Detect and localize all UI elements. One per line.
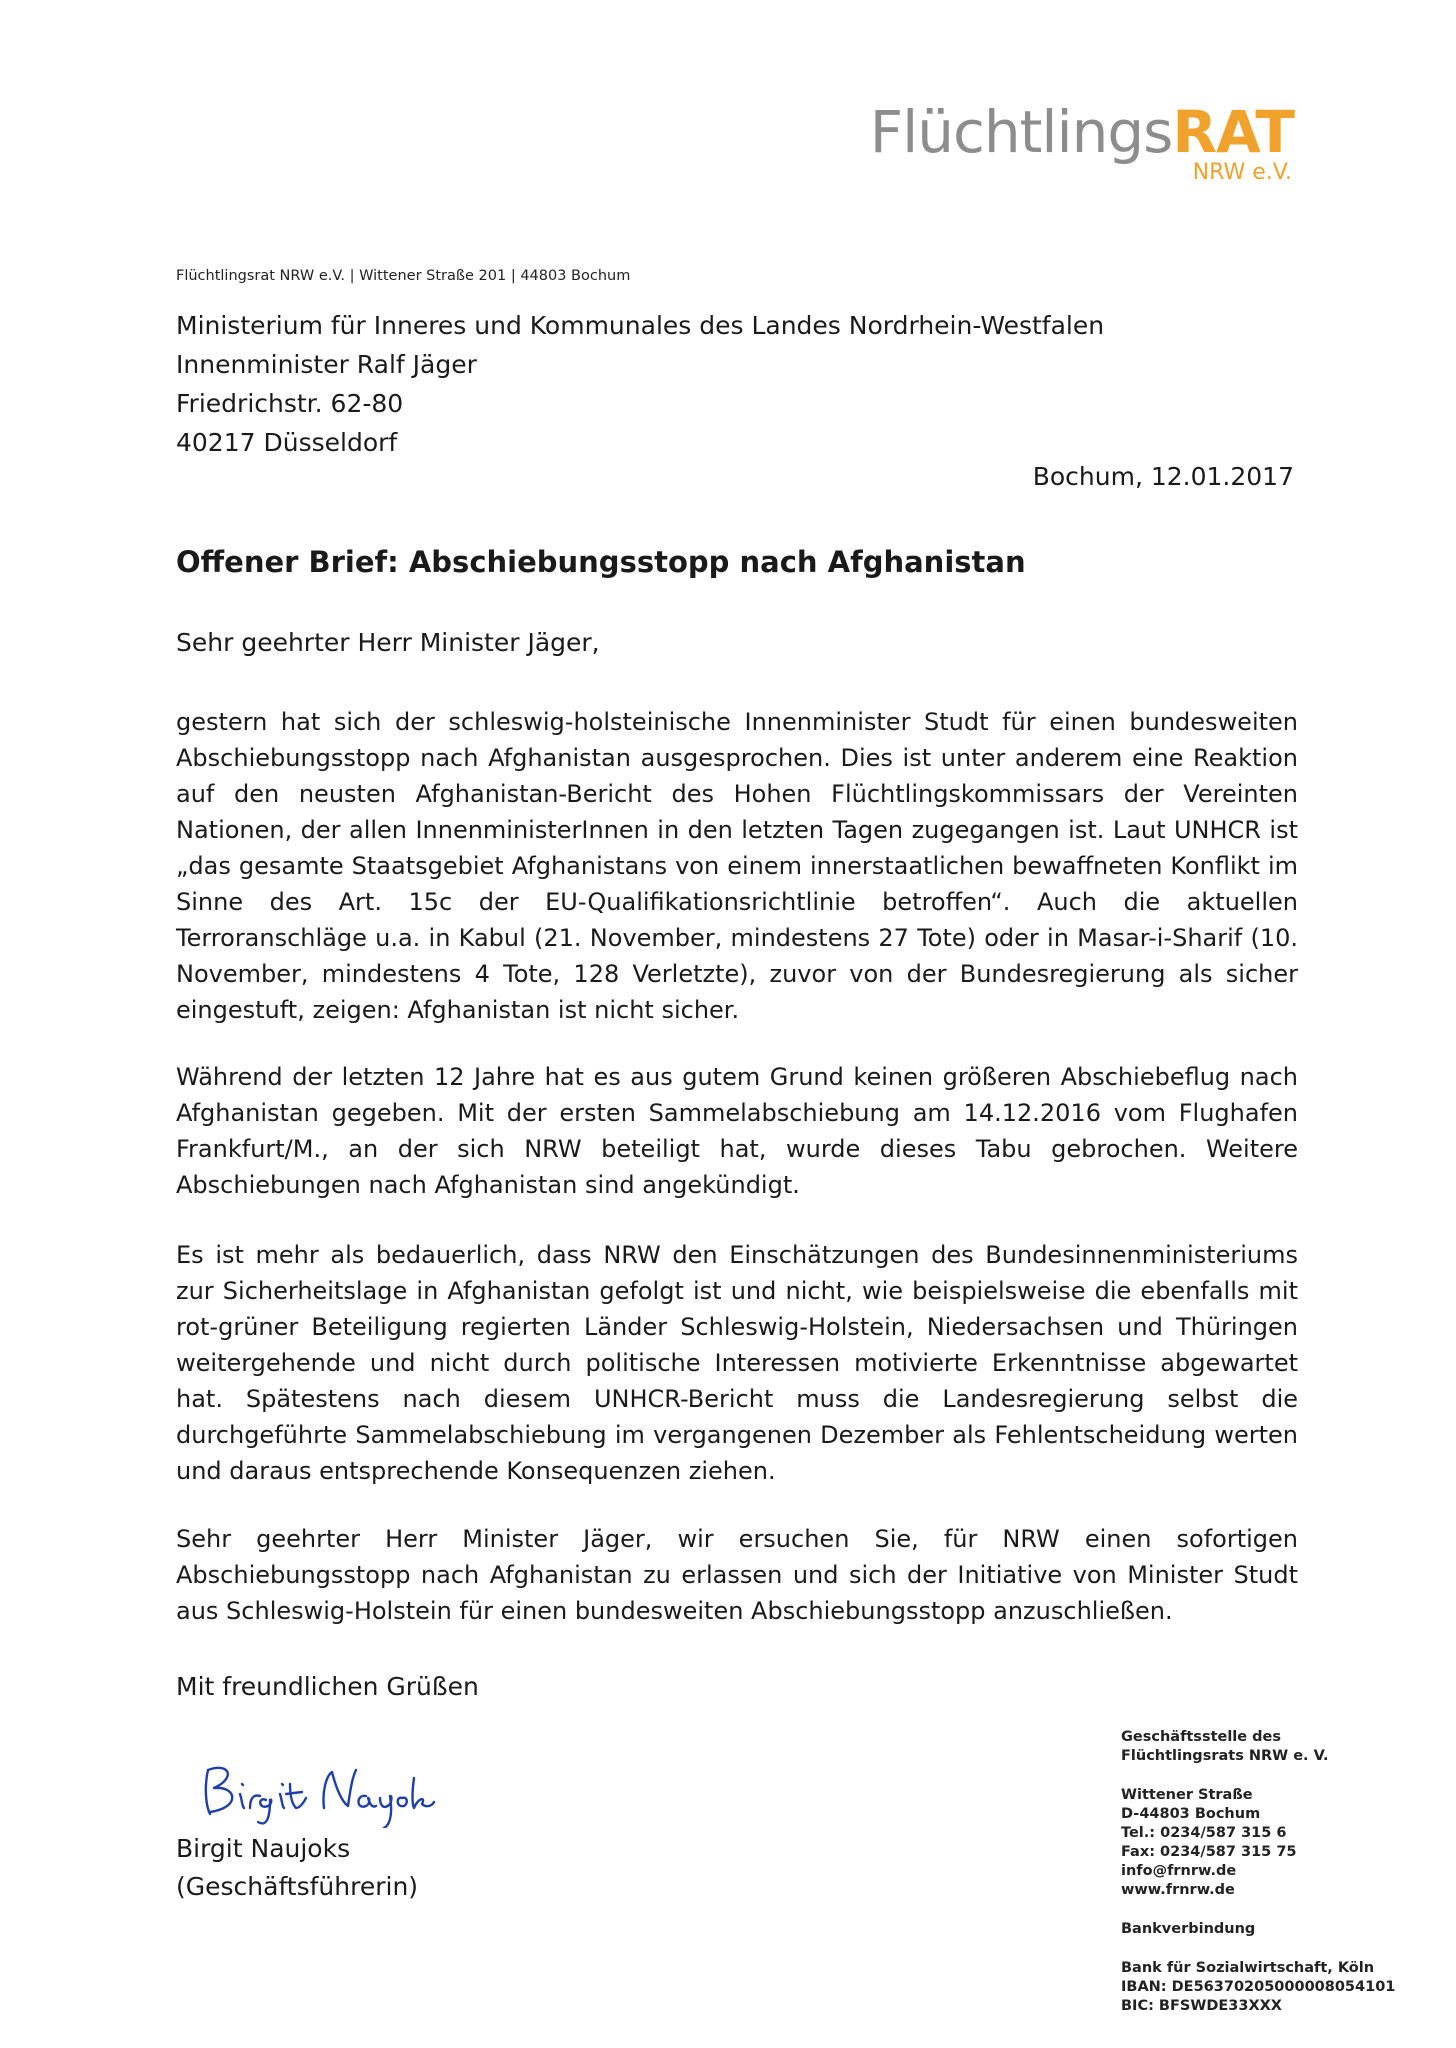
recipient-line: Innenminister Ralf Jäger — [176, 350, 477, 379]
address-block — [1121, 1786, 1395, 1900]
paragraph-text: Während der letzten 12 Jahre hat es aus gutem Grund keinen größeren Abschiebeflug nach Afghanistan gegeben. Mit der ersten Sammelabschiebung am 14.12.2016 vom Flughafen Frankfurt/M., an der sich NRW beteiligt hat, wurde dieses Tabu gebrochen. Weitere Abschiebungen nach Afghanistan sind angekündigt. — [176, 1063, 1298, 1199]
organization-logo — [734, 100, 1294, 186]
sidebar-line: Tel.: 0234/587 315 6 — [1121, 1825, 1287, 1841]
body-paragraph — [176, 1237, 1298, 1489]
salutation: Sehr geehrter Herr Minister Jäger, — [176, 628, 600, 657]
paragraph-text: Es ist mehr als bedauerlich, dass NRW den Einschätzungen des Bundesinnenministeriums zur Sicherheitslage in Afghanistan gefolgt ist und nicht, wie beispielsweise die ebenfalls mit rot-grüner Beteiligung regierten Länder Schleswig-Holstein, Niedersachsen und Thüringen weitergehende und nicht durch politische Interessen motivierte Erkenntnisse abgewartet hat. Spätestens nach diesem UNHCR-Bericht muss die Landesregierung selbst die durchgeführte Sammelabschiebung im vergangenen Dezember als Fehlentscheidung werten und daraus entsprechende Konsequenzen ziehen. — [176, 1241, 1298, 1485]
sidebar-line: Wittener Straße — [1121, 1787, 1253, 1803]
email-text: info@frnrw.de — [1121, 1863, 1237, 1879]
letter-subject: Offener Brief: Abschiebungsstopp nach Afghanistan — [176, 545, 1026, 579]
paragraph-text: gestern hat sich der schleswig-holsteinische Innenminister Studt für einen bundesweiten Abschiebungsstopp nach Afghanistan ausgesprochen. Dies ist unter anderem eine Reaktion auf den neusten Afghanistan-Bericht des Hohen Flüchtlingskommissars der Vereinten Nationen, der allen InnenministerInnen in den letzten Tagen zugegangen ist. Laut UNHCR ist „das gesamte Staatsgebiet Afghanistans von einem innerstaatlichen bewaffneten Konflikt im Sinne des Art. 15c der EU-Qualifikationsrichtlinie betroffen“. Auch die aktuellen Terroranschläge u.a. in Kabul (21. November, mindestens 27 Tote) oder in Masar-i-Sharif (10. November, mindestens 4 Tote, 128 Verletzte), zuvor von der Bundesregierung als sicher eingestuft, zeigen: Afghanistan ist nicht sicher. — [176, 708, 1298, 1024]
body-paragraph — [176, 1059, 1298, 1203]
sender-address-line: Flüchtlingsrat NRW e.V. | Wittener Straße 201 | 44803 Bochum — [176, 268, 631, 284]
recipient-address — [176, 306, 1104, 462]
logo-text-bold: RAT — [1172, 98, 1294, 166]
sidebar-line: Geschäftsstelle des — [1121, 1729, 1282, 1745]
letter-date: Bochum, 12.01.2017 — [1032, 462, 1294, 491]
contact-sidebar — [1121, 1728, 1395, 2036]
sidebar-line: BIC: BFSWDE33XXX — [1121, 1998, 1282, 2014]
sidebar-line: IBAN: DE56370205000008054101 — [1121, 1979, 1396, 1995]
logo-subtitle: NRW e.V. — [1192, 160, 1292, 185]
bank-heading-block — [1121, 1920, 1395, 1939]
handwritten-signature — [196, 1748, 436, 1828]
recipient-line: 40217 Düsseldorf — [176, 428, 398, 457]
signer-block — [176, 1830, 418, 1906]
signer-role: (Geschäftsführerin) — [176, 1872, 419, 1901]
sidebar-line: Flüchtlingsrats NRW e. V. — [1121, 1748, 1329, 1764]
closing-phrase: Mit freundlichen Grüßen — [176, 1672, 479, 1701]
bank-heading: Bankverbindung — [1121, 1921, 1256, 1937]
website-text: www.frnrw.de — [1121, 1882, 1235, 1898]
bank-block — [1121, 1959, 1395, 2016]
office-block — [1121, 1728, 1395, 1766]
recipient-line: Ministerium für Inneres und Kommunales des Landes Nordrhein-Westfalen — [176, 311, 1105, 340]
recipient-line: Friedrichstr. 62-80 — [176, 389, 404, 418]
logo-text-light: Flüchtlings — [869, 98, 1173, 166]
logo-wordmark — [734, 100, 1294, 164]
paragraph-text: Sehr geehrter Herr Minister Jäger, wir ersuchen Sie, für NRW einen sofortigen Abschiebungsstopp nach Afghanistan zu erlassen und sich der Initiative von Minister Studt aus Schleswig-Holstein für einen bundesweiten Abschiebungsstopp anzuschließen. — [176, 1525, 1298, 1625]
sidebar-line: D-44803 Bochum — [1121, 1806, 1261, 1822]
body-paragraph — [176, 1521, 1298, 1629]
signer-name: Birgit Naujoks — [176, 1834, 351, 1863]
sidebar-line: Fax: 0234/587 315 75 — [1121, 1844, 1297, 1860]
body-paragraph — [176, 704, 1298, 1028]
sidebar-line: Bank für Sozialwirtschaft, Köln — [1121, 1960, 1375, 1976]
